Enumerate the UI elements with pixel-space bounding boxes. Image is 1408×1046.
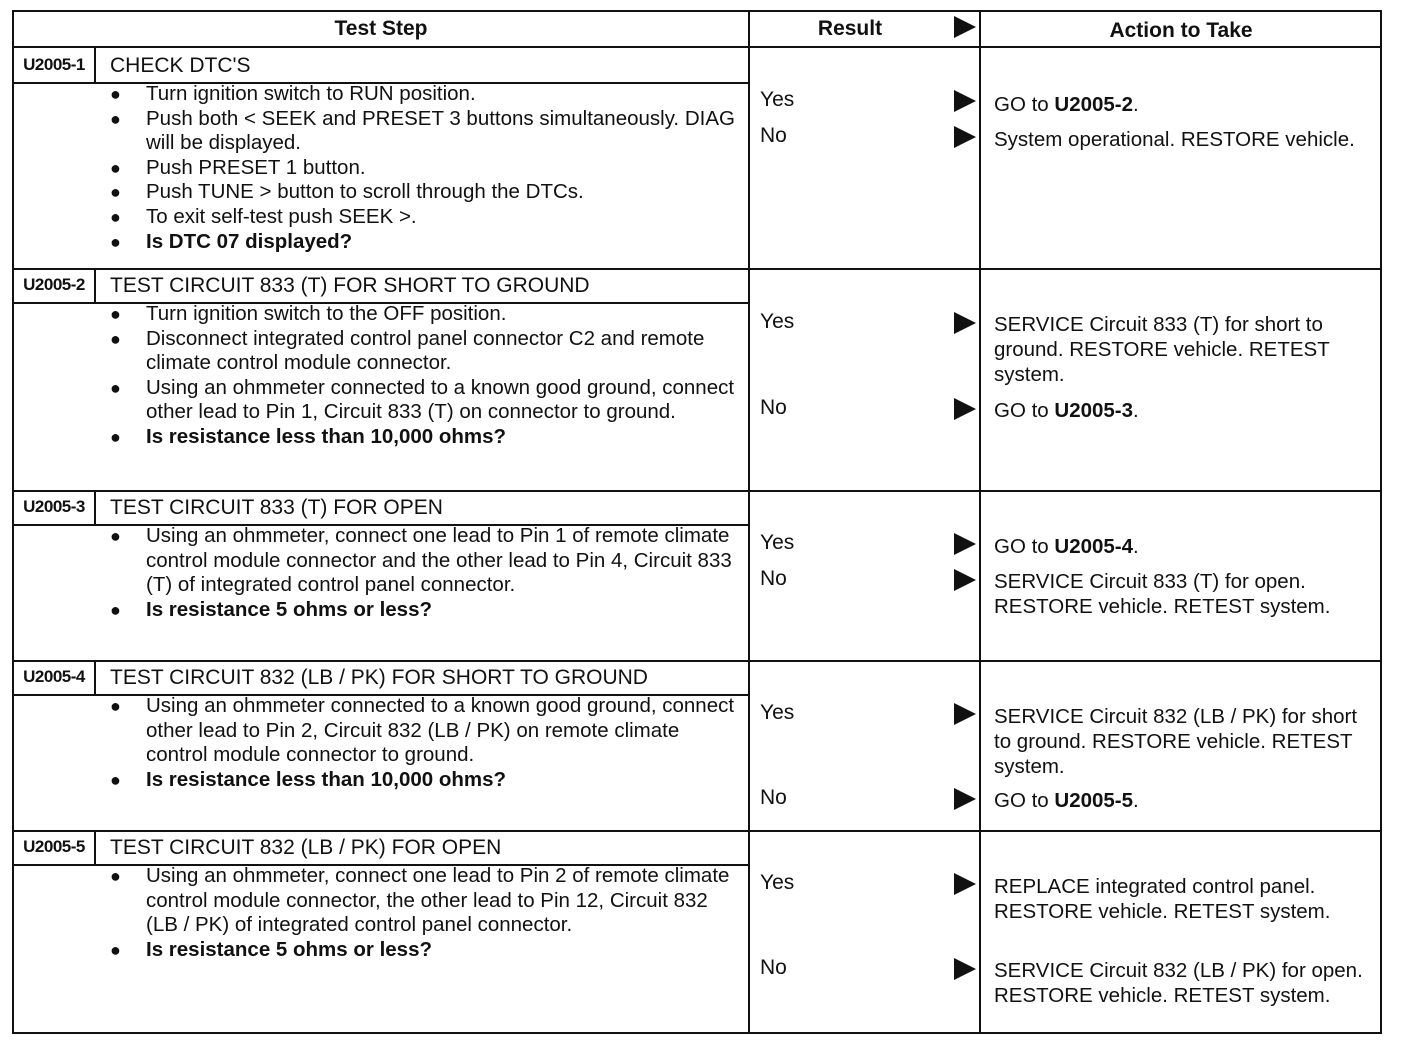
step-list [110, 864, 740, 962]
header-action: Action to Take [1109, 19, 1253, 42]
step-item: ● Is resistance less than 10,000 ohms? [110, 425, 740, 450]
section-rule [14, 268, 1380, 270]
step-item: ● Using an ohmmeter, connect one lead to Pin 1 of remote climate control module connector and the other lead to Pin 4, Circuit 833 (T) of integrated control panel connector. [110, 524, 740, 598]
step-title: CHECK DTC'S [110, 54, 251, 77]
action-text [994, 398, 1374, 423]
column-divider-action [979, 12, 981, 1032]
step-title: TEST CIRCUIT 833 (T) FOR OPEN [110, 496, 443, 519]
section-rule [14, 490, 1380, 492]
step-id-divider [94, 660, 96, 694]
result-arrow-icon [954, 788, 976, 810]
result-no: No [760, 567, 787, 590]
action-prefix: GO to [994, 535, 1055, 558]
action-goto-target: U2005-2 [1054, 93, 1134, 116]
step-item: ● Is DTC 07 displayed? [110, 230, 740, 255]
section-rule [14, 660, 1380, 662]
action-goto-target: U2005-3 [1054, 399, 1134, 422]
step-item: ● Push TUNE > button to scroll through the DTCs. [110, 180, 740, 205]
step-id: U2005-5 [23, 837, 85, 856]
step-id-divider [94, 490, 96, 524]
step-item: ● Is resistance less than 10,000 ohms? [110, 768, 740, 793]
result-arrow-icon [954, 569, 976, 591]
step-item: ● Disconnect integrated control panel connector C2 and remote climate control module connector. [110, 327, 740, 376]
action-prefix: GO to [994, 399, 1055, 422]
result-yes: Yes [760, 871, 795, 894]
step-item: ● Using an ohmmeter connected to a known good ground, connect other lead to Pin 1, Circuit 833 (T) on connector to ground. [110, 376, 740, 425]
action-text [994, 534, 1374, 559]
result-arrow-icon [954, 126, 976, 148]
result-no: No [760, 396, 787, 419]
action-prefix: SERVICE Circuit 833 (T) for short to ground. RESTORE vehicle. RETEST system. [994, 313, 1330, 386]
step-title: TEST CIRCUIT 833 (T) FOR SHORT TO GROUND [110, 274, 590, 297]
result-arrow-icon [954, 533, 976, 555]
step-item: ● Push PRESET 1 button. [110, 156, 740, 181]
step-list [110, 82, 740, 254]
header-test-step: Test Step [334, 17, 428, 40]
action-goto-target: U2005-4 [1054, 535, 1134, 558]
result-arrow-icon [954, 703, 976, 725]
result-no: No [760, 956, 787, 979]
action-text [994, 92, 1374, 117]
action-suffix: . [1133, 789, 1139, 812]
action-prefix: System operational. RESTORE vehicle. [994, 128, 1355, 151]
action-prefix: SERVICE Circuit 833 (T) for open. RESTORE vehicle. RETEST system. [994, 570, 1331, 618]
step-title: TEST CIRCUIT 832 (LB / PK) FOR OPEN [110, 836, 502, 859]
step-item: ● Turn ignition switch to the OFF position. [110, 302, 740, 327]
step-item: ● To exit self-test push SEEK >. [110, 205, 740, 230]
action-text [994, 127, 1374, 152]
result-arrow-icon [954, 312, 976, 334]
step-item: ● Using an ohmmeter, connect one lead to Pin 2 of remote climate control module connector, the other lead to Pin 12, Circuit 832 (LB / PK) of integrated control panel connector. [110, 864, 740, 938]
step-id-divider [94, 48, 96, 82]
action-suffix: . [1133, 535, 1139, 558]
step-item: ● Turn ignition switch to RUN position. [110, 82, 740, 107]
step-id: U2005-2 [23, 275, 85, 294]
step-id: U2005-4 [23, 667, 85, 686]
action-suffix: . [1133, 399, 1139, 422]
result-arrow-icon [954, 873, 976, 895]
action-text [994, 704, 1374, 779]
step-list [110, 302, 740, 450]
action-text [994, 569, 1374, 619]
result-no: No [760, 786, 787, 809]
action-prefix: GO to [994, 93, 1055, 116]
step-id-divider [94, 830, 96, 864]
result-yes: Yes [760, 310, 795, 333]
step-id: U2005-1 [23, 55, 85, 74]
action-text [994, 874, 1374, 924]
header-result: Result [817, 17, 883, 40]
action-text [994, 788, 1374, 813]
step-item: ● Push both < SEEK and PRESET 3 buttons simultaneously. DIAG will be displayed. [110, 107, 740, 156]
action-text [994, 312, 1374, 387]
result-yes: Yes [760, 531, 795, 554]
action-prefix: REPLACE integrated control panel. RESTORE vehicle. RETEST system. [994, 875, 1331, 923]
section-rule [14, 830, 1380, 832]
action-prefix: SERVICE Circuit 832 (LB / PK) for short to ground. RESTORE vehicle. RETEST system. [994, 705, 1358, 778]
step-list [110, 694, 740, 792]
column-divider-result [748, 12, 750, 1032]
result-yes: Yes [760, 701, 795, 724]
action-prefix: SERVICE Circuit 832 (LB / PK) for open. RESTORE vehicle. RETEST system. [994, 959, 1363, 1007]
step-id: U2005-3 [23, 497, 85, 516]
step-item: ● Using an ohmmeter connected to a known good ground, connect other lead to Pin 2, Circuit 832 (LB / PK) on remote climate control module connector to ground. [110, 694, 740, 768]
step-title: TEST CIRCUIT 832 (LB / PK) FOR SHORT TO GROUND [110, 666, 648, 689]
result-no: No [760, 124, 787, 147]
action-text [994, 958, 1374, 1008]
step-item: ● Is resistance 5 ohms or less? [110, 938, 740, 963]
header-arrow-icon [954, 16, 976, 38]
result-arrow-icon [954, 398, 976, 420]
diagnostic-table [12, 10, 1382, 1034]
step-id-divider [94, 268, 96, 302]
step-item: ● Is resistance 5 ohms or less? [110, 598, 740, 623]
step-list [110, 524, 740, 622]
action-suffix: . [1133, 93, 1139, 116]
result-yes: Yes [760, 88, 795, 111]
result-arrow-icon [954, 958, 976, 980]
action-goto-target: U2005-5 [1054, 789, 1134, 812]
result-arrow-icon [954, 90, 976, 112]
action-prefix: GO to [994, 789, 1055, 812]
